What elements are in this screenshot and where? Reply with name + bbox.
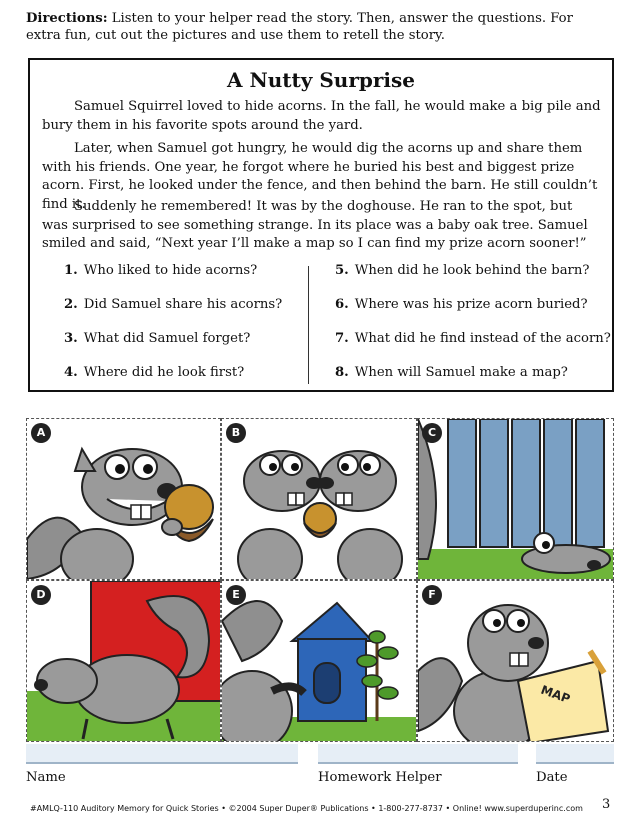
story-paragraph-3: Suddenly he remembered! It was by the doghouse. He ran to the spot, but was surprised to see something strange. In its place was a baby oak tree. Samuel smiled and said, “Next year I’ll make a map so I can find my prize acorn sooner!”: [42, 199, 588, 251]
story-paragraph-2: Later, when Samuel got hungry, he would dig the acorns up and share them with his friends. One year, he forgot where he buried his best and biggest prize acorn. First, he looked under the fence, and then behind the barn. He still couldn’t find it.: [42, 141, 598, 212]
name-field[interactable]: [26, 744, 298, 764]
footer: #AMLQ-110 Auditory Memory for Quick Stories • ©2004 Super Duper® Publications • 1-800-277-8737 • Online! www.superduperinc.com: [30, 804, 583, 813]
picture-card-d[interactable]: [26, 580, 221, 742]
map-text: MAP: [538, 682, 572, 707]
card-letter-c: C: [422, 423, 442, 443]
date-field[interactable]: [536, 744, 614, 764]
card-letter-b: B: [226, 423, 246, 443]
picture-card-f[interactable]: [417, 580, 614, 742]
squirrel-under-fence-illustration: [418, 419, 614, 580]
picture-card-c[interactable]: [417, 418, 614, 580]
homework-helper-field[interactable]: [318, 744, 518, 764]
picture-card-a[interactable]: [26, 418, 221, 580]
question-1: 1. Who liked to hide acorns?: [64, 263, 258, 278]
name-label: Name: [26, 770, 66, 785]
directions: [26, 10, 601, 44]
card-letter-d: D: [31, 585, 51, 605]
squirrel-behind-barn-illustration: [27, 581, 221, 742]
squirrel-by-doghouse-illustration: [222, 581, 417, 742]
date-label: Date: [536, 770, 568, 785]
directions-text: Listen to your helper read the story. Then, answer the questions. For extra fun, cut out the pictures and use them to retell the story.: [26, 11, 573, 43]
squirrel-with-map-illustration: [418, 581, 614, 742]
question-6: 6. Where was his prize acorn buried?: [335, 297, 588, 312]
card-letter-e: E: [226, 585, 246, 605]
story-title: A Nutty Surprise: [227, 68, 415, 92]
story-paragraph-1: Samuel Squirrel loved to hide acorns. In the fall, he would make a big pile and bury them in his favorite spots around the yard.: [42, 99, 601, 133]
card-letter-f: F: [422, 585, 442, 605]
question-7: 7. What did he find instead of the acorn?: [335, 331, 611, 346]
picture-card-b[interactable]: [221, 418, 417, 580]
question-2: 2. Did Samuel share his acorns?: [64, 297, 283, 312]
directions-label: Directions:: [26, 11, 108, 26]
two-squirrels-sharing-illustration: [222, 419, 417, 580]
question-4: 4. Where did he look first?: [64, 365, 245, 380]
question-5: 5. When did he look behind the barn?: [335, 263, 590, 278]
question-3: 3. What did Samuel forget?: [64, 331, 251, 346]
picture-card-e[interactable]: [221, 580, 417, 742]
page-number: 3: [602, 797, 611, 812]
card-letter-a: A: [31, 423, 51, 443]
story-box: [28, 58, 614, 392]
question-divider: [308, 266, 309, 384]
homework-helper-label: Homework Helper: [318, 770, 442, 785]
squirrel-holding-acorn-illustration: [27, 419, 221, 580]
question-8: 8. When will Samuel make a map?: [335, 365, 568, 380]
